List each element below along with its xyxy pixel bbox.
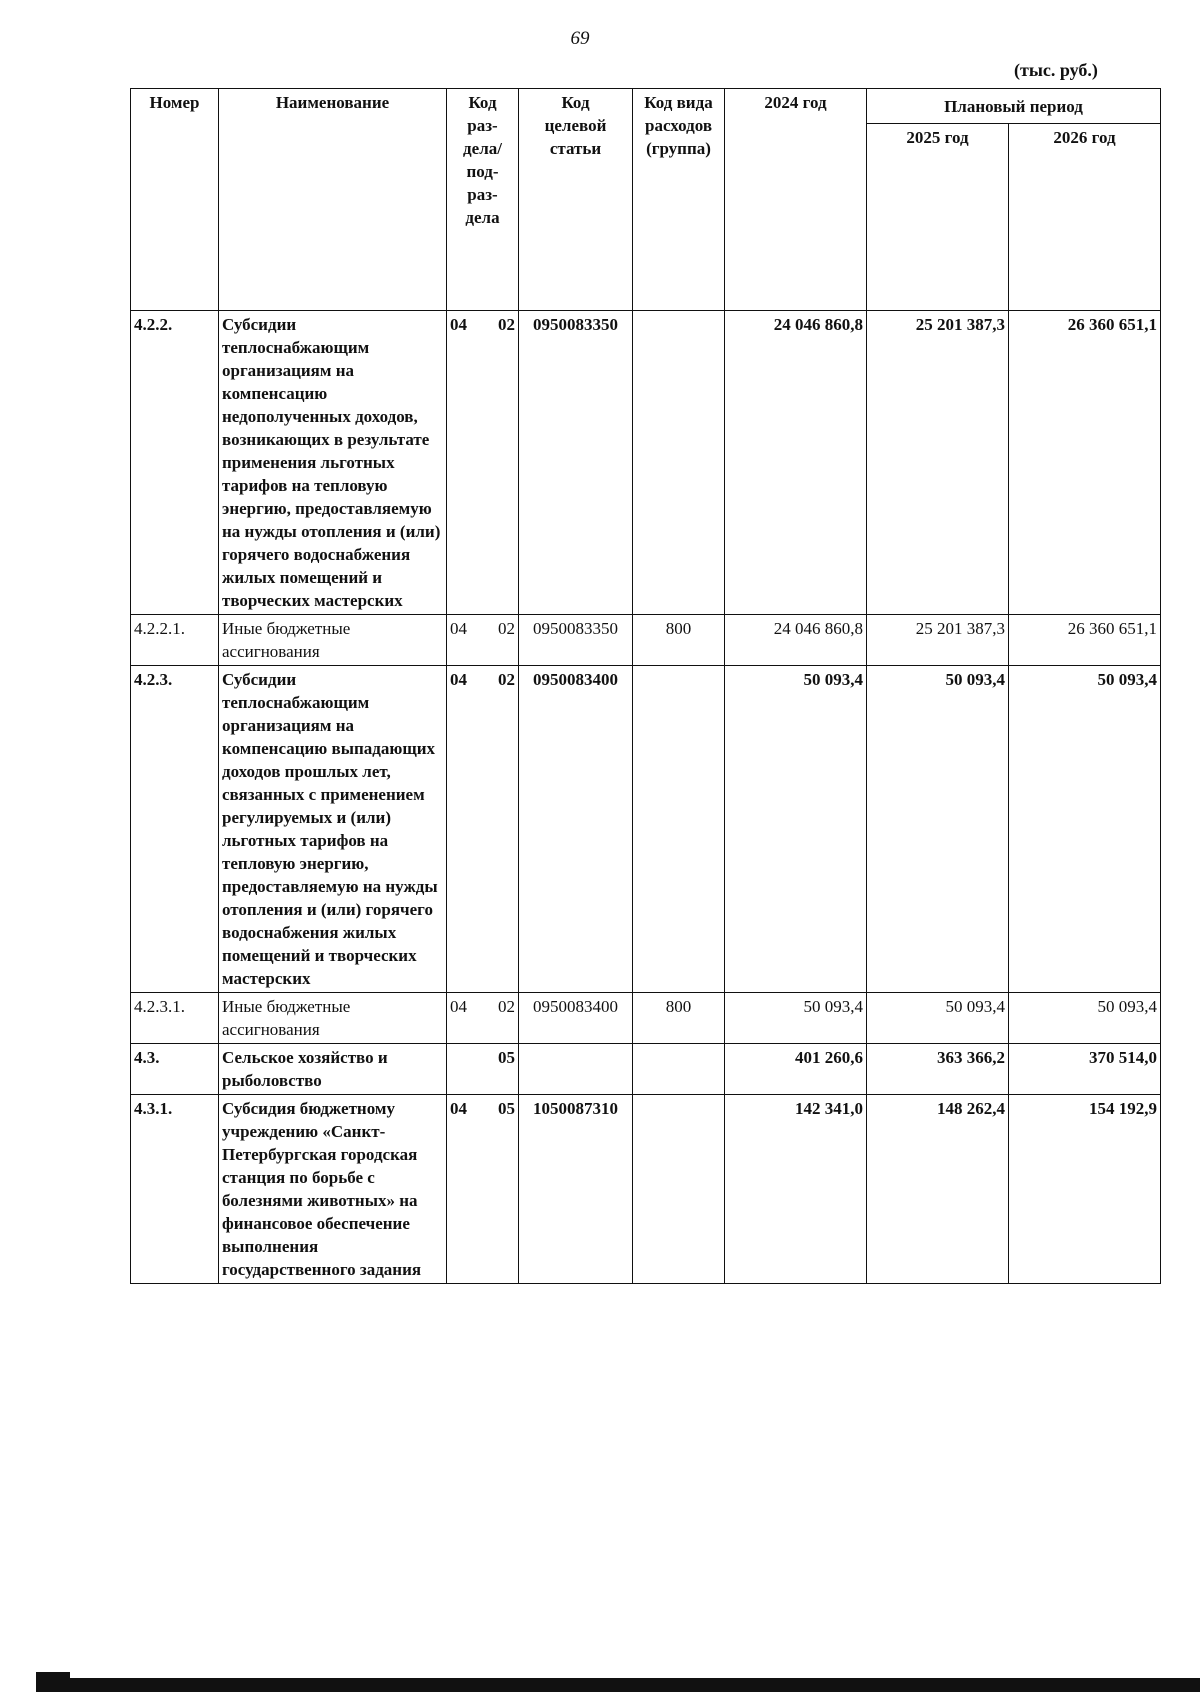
- row-2026: 50 093,4: [1009, 993, 1161, 1044]
- row-subsection: 02: [498, 997, 515, 1016]
- row-number: 4.3.: [131, 1044, 219, 1095]
- header-name: Наименование: [219, 89, 447, 311]
- row-subsection: 05: [498, 1099, 515, 1118]
- row-2024: 24 046 860,8: [725, 615, 867, 666]
- row-section: 04: [450, 1099, 467, 1118]
- row-section: 04: [450, 997, 467, 1016]
- row-2024: 50 093,4: [725, 993, 867, 1044]
- header-target-code: Код целевой статьи: [519, 89, 633, 311]
- table-row: [131, 615, 1161, 666]
- table-row: [131, 1095, 1161, 1284]
- row-section: 04: [450, 619, 467, 638]
- row-name: Иные бюджетные ассигнования: [219, 615, 447, 666]
- row-2026: 50 093,4: [1009, 666, 1161, 993]
- row-expense-type: 800: [633, 993, 725, 1044]
- row-section-cell: [447, 311, 519, 615]
- row-target: 1050087310: [519, 1095, 633, 1284]
- row-number: 4.2.3.1.: [131, 993, 219, 1044]
- row-target: 0950083400: [519, 666, 633, 993]
- row-expense-type: 800: [633, 615, 725, 666]
- footer-bar: [36, 1678, 1200, 1692]
- row-number: 4.2.2.1.: [131, 615, 219, 666]
- row-name: Иные бюджетные ассигнования: [219, 993, 447, 1044]
- table-row: [131, 666, 1161, 993]
- row-section-cell: [447, 1095, 519, 1284]
- header-year-2026: 2026 год: [1009, 124, 1161, 311]
- budget-table: [130, 88, 1161, 1284]
- row-name: Сельское хозяйство и рыболовство: [219, 1044, 447, 1095]
- row-2026: 154 192,9: [1009, 1095, 1161, 1284]
- row-2024: 50 093,4: [725, 666, 867, 993]
- header-expense-type: Код вида расходов (группа): [633, 89, 725, 311]
- row-2026: 26 360 651,1: [1009, 615, 1161, 666]
- row-2024: 142 341,0: [725, 1095, 867, 1284]
- row-target: 0950083350: [519, 615, 633, 666]
- row-2026: 26 360 651,1: [1009, 311, 1161, 615]
- header-row-1: [131, 89, 1161, 124]
- row-target: 0950083350: [519, 311, 633, 615]
- row-subsection: 02: [498, 619, 515, 638]
- header-section-code: Код раз-дела/ под-раз-дела: [447, 89, 519, 311]
- row-number: 4.2.2.: [131, 311, 219, 615]
- header-year-2025: 2025 год: [867, 124, 1009, 311]
- row-2025: 25 201 387,3: [867, 311, 1009, 615]
- row-number: 4.2.3.: [131, 666, 219, 993]
- row-expense-type: [633, 311, 725, 615]
- row-name: Субсидии теплоснабжающим организациям на компенсацию недополученных доходов, возникающих в результате применения льготных тарифов на тепловую энергию, предоставляемую на нужды отопления и (или) горячего водоснабжения жилых помещений и творческих мастерских: [219, 311, 447, 615]
- table-row: [131, 1044, 1161, 1095]
- row-section-cell: [447, 666, 519, 993]
- row-number: 4.3.1.: [131, 1095, 219, 1284]
- row-subsection: 05: [498, 1048, 515, 1067]
- units-label: (тыс. руб.): [1014, 60, 1098, 80]
- header-number: Номер: [131, 89, 219, 311]
- row-target: [519, 1044, 633, 1095]
- row-section: 04: [450, 315, 467, 334]
- row-target: 0950083400: [519, 993, 633, 1044]
- row-expense-type: [633, 1044, 725, 1095]
- row-2025: 148 262,4: [867, 1095, 1009, 1284]
- row-2025: 363 366,2: [867, 1044, 1009, 1095]
- row-section: 04: [450, 670, 467, 689]
- row-subsection: 02: [498, 315, 515, 334]
- row-2026: 370 514,0: [1009, 1044, 1161, 1095]
- header-planned-period: Плановый период: [867, 89, 1161, 124]
- header-year-2024: 2024 год: [725, 89, 867, 311]
- table-row: [131, 311, 1161, 615]
- row-section-cell: [447, 993, 519, 1044]
- row-subsection: 02: [498, 670, 515, 689]
- row-expense-type: [633, 1095, 725, 1284]
- row-2025: 50 093,4: [867, 666, 1009, 993]
- row-name: Субсидия бюджетному учреждению «Санкт-Петербургская городская станция по борьбе с болезнями животных» на финансовое обеспечение выполнения государственного задания: [219, 1095, 447, 1284]
- row-section-cell: [447, 615, 519, 666]
- row-2024: 24 046 860,8: [725, 311, 867, 615]
- row-expense-type: [633, 666, 725, 993]
- page-number: 69: [570, 28, 590, 49]
- row-2024: 401 260,6: [725, 1044, 867, 1095]
- row-name: Субсидии теплоснабжающим организациям на компенсацию выпадающих доходов прошлых лет, связанных с применением регулируемых и (или) льготных тарифов на тепловую энергию, предоставляемую на нужды отопления и (или) горячего водоснабжения жилых помещений и творческих мастерских: [219, 666, 447, 993]
- row-2025: 25 201 387,3: [867, 615, 1009, 666]
- row-2025: 50 093,4: [867, 993, 1009, 1044]
- table-row: [131, 993, 1161, 1044]
- row-section-cell: [447, 1044, 519, 1095]
